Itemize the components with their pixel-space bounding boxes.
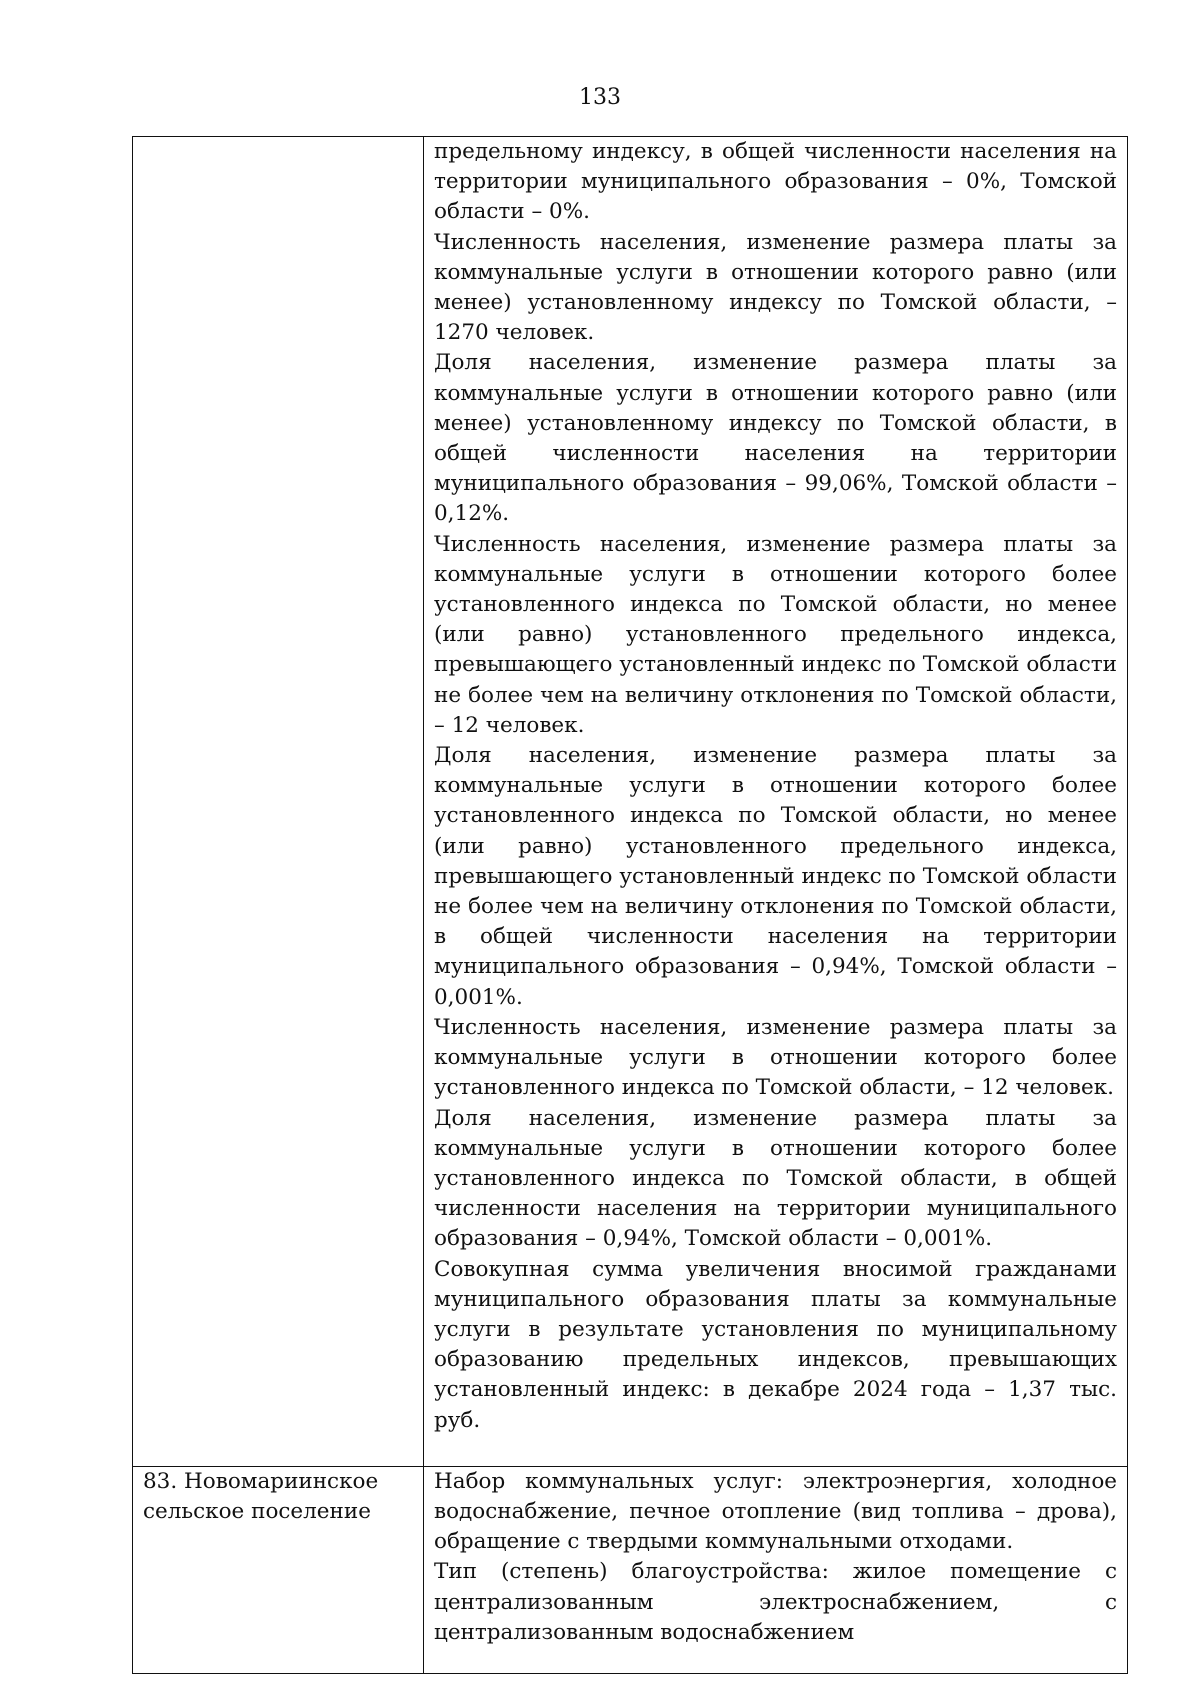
paragraph: Численность населения, изменение размера платы за коммунальные услуги в отношении которого более установленного индекса по Томской области, но менее (или равно) установленного предельного индекса, превышающего установленный индекс по Томской области не более чем на величину отклонения по Томской области, – 12 человек. xyxy=(434,531,1117,738)
paragraph: Тип (степень) благоустройства: жилое помещение с централизованным электроснабжением, с централизованным водоснабжением xyxy=(434,1559,1117,1645)
paragraph: Доля населения, изменение размера платы за коммунальные услуги в отношении которого более установленного индекса по Томской области, но менее (или равно) установленного предельного индекса, превышающего установленный индекс по Томской области не более чем на величину отклонения по Томской области, в общей численности населения на территории муниципального образования – 0,94%, Томской области – 0,001%. xyxy=(434,743,1117,1010)
table-row xyxy=(133,137,1128,1467)
description-cell xyxy=(424,137,1128,1467)
paragraph: Численность населения, изменение размера платы за коммунальные услуги в отношении которого более установленного индекса по Томской области, – 12 человек. xyxy=(434,1014,1117,1101)
paragraph: Совокупная сумма увеличения вносимой гражданами муниципального образования платы за коммунальные услуги в результате установления по муниципальному образованию предельных индексов, превышающих установленный индекс: в декабре 2024 года – 1,37 тыс. руб. xyxy=(434,1256,1117,1433)
document-table xyxy=(132,136,1128,1674)
page-number: 133 xyxy=(579,85,621,110)
paragraph: предельному индексу, в общей численности населения на территории муниципального образования – 0%, Томской области – 0%. xyxy=(434,139,1117,225)
paragraph: Доля населения, изменение размера платы за коммунальные услуги в отношении которого более установленного индекса по Томской области, в общей численности населения на территории муниципального образования – 0,94%, Томской области – 0,001%. xyxy=(434,1105,1117,1252)
paragraph: Численность населения, изменение размера платы за коммунальные услуги в отношении которого равно (или менее) установленному индексу по Томской области, – 1270 человек. xyxy=(434,229,1117,346)
table-row xyxy=(133,1466,1128,1673)
description-cell xyxy=(424,1466,1128,1673)
paragraph: Набор коммунальных услуг: электроэнергия, холодное водоснабжение, печное отопление (вид топлива – дрова), обращение с твердыми коммунальными отходами. xyxy=(434,1468,1117,1555)
municipality-cell: 83. Новомариинское сельское поселение xyxy=(133,1466,424,1673)
paragraph: Доля населения, изменение размера платы за коммунальные услуги в отношении которого равно (или менее) установленному индексу по Томской области, в общей численности населения на территории муниципального образования – 99,06%, Томской области – 0,12%. xyxy=(434,350,1117,527)
municipality-cell xyxy=(133,137,424,1467)
